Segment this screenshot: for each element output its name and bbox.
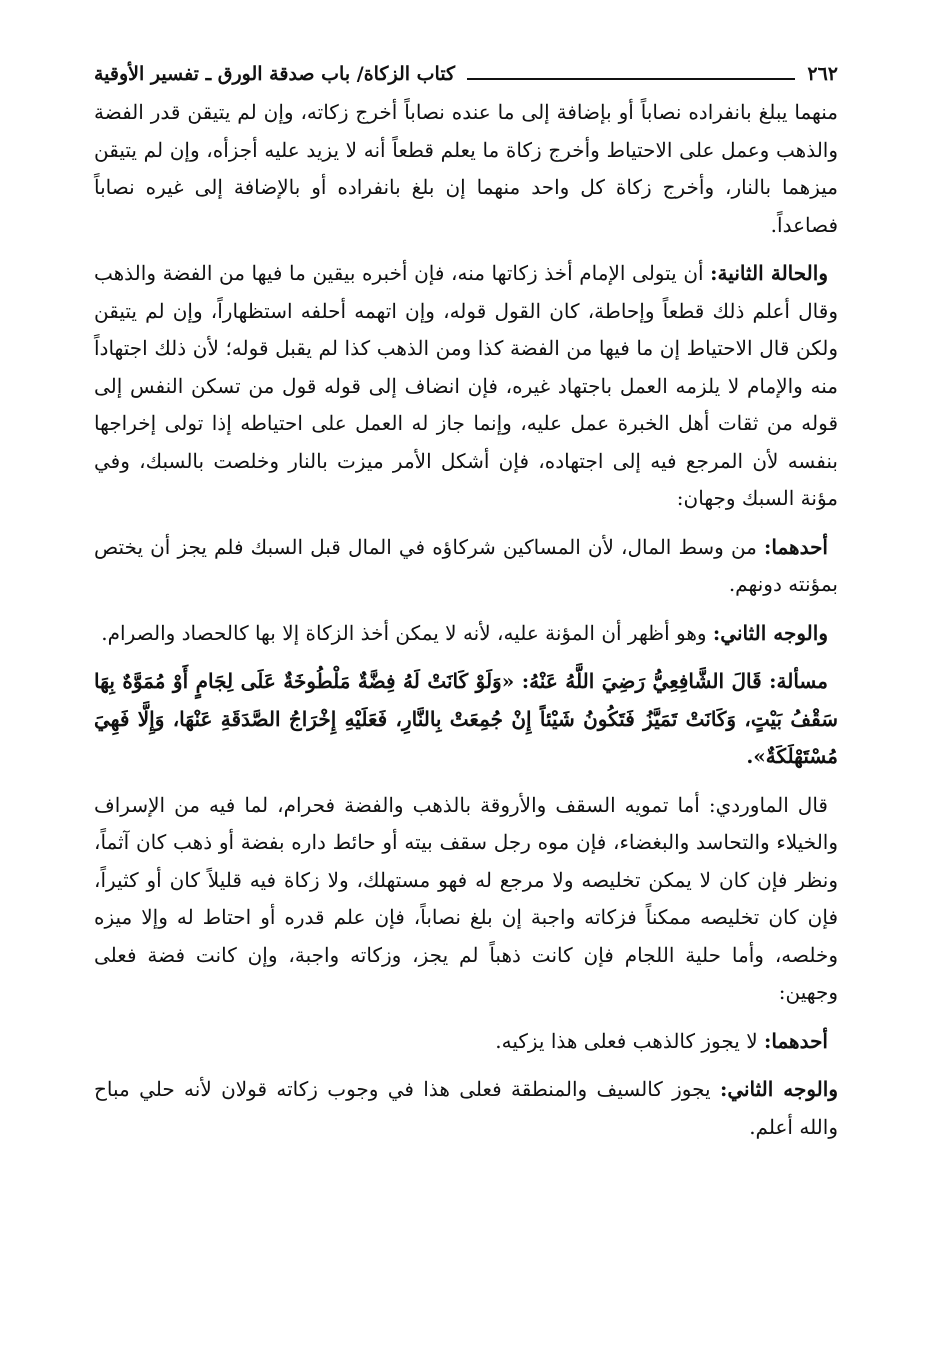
paragraph [94,615,838,653]
page-header [94,54,838,88]
paragraph [94,1071,838,1146]
paragraph-text: قال الماوردي: أما تمويه السقف والأروقة بالذهب والفضة فحرام، لما فيه من الإسراف والخيلاء والتحاسد والبغضاء، فإن موه رجل سقف بيته أو حائط داره بفضة أو ذهب كان آثماً، ونظر فإن كان لا يمكن تخليصه ولا مرجع له فهو مستهلك، ولا زكاة فيه قليلاً كان أو كثيراً، فإن كان تخليصه ممكناً فزكاته واجبة إن بلغ نصاباً، فإن علم قدره أو احتاط له وإلا ميزه وخلصه، وأما حلية اللجام فإن كانت ذهباً لم يجز، وزكاته واجبة، وإن كانت فضة فعلى وجهين: [94,792,838,1004]
paragraph-label: أحدهما: [763,1028,828,1053]
paragraph [94,255,838,518]
paragraph-label: أحدهما: [763,534,828,559]
paragraph [94,94,838,244]
paragraph [94,663,838,776]
paragraph-text: أن يتولى الإمام أخذ زكاتها منه، فإن أخبره بيقين ما فيها من الفضة والذهب وقال أعلم ذلك قطعاً وإحاطة، كان القول قوله، وإن اتهمه أحلفه استظهاراً، وإن لم يتيقن ولكن قال الاحتياط إن ما فيها من الفضة كذا ومن الذهب كذا لم يقبل قوله؛ لأن ذلك اجتهاداً منه والإمام لا يلزمه العمل باجتهاد غيره، فإن انضاف إلى قوله قول من تسكن النفس إلى قوله من ثقات أهل الخبرة عمل عليه، وإنما جاز له العمل على احتياطه إذا تولى إخراجها بنفسه لأن المرجع فيه إلى اجتهاده، فإن أشكل الأمر ميزت بالنار وخلصت بالسبك، وفي مؤنة السبك وجهان: [94,261,838,510]
paragraph [94,1023,838,1061]
quoted-text: رَضِيَ اللَّهُ عَنْهُ: «وَلَوْ كَانَتْ لَهُ فِضَّةٌ مَلْطُوخَةٌ عَلَى لِجَامٍ أَوْ مُمَوَّهٌ بِهَا سَقْفُ بَيْتٍ، وَكَانَتْ تَمَيَّزُ فَتَكُونُ شَيْئاً إِنْ جُمِعَتْ بِالنَّارِ، فَعَلَيْهِ إِخْرَاجُ الصَّدَقَةِ عَنْهَا، وَإِلَّا فَهِيَ مُسْتَهْلَكَةٌ». [94,669,838,768]
paragraph-label: والحالة الثانية: [710,261,828,285]
paragraph-text: منهما يبلغ بانفراده نصاباً أو بإضافة إلى ما عنده نصاباً أخرج زكاته، وإن لم يتيقن قدر الفضة والذهب وعمل على الاحتياط وأخرج زكاة ما يعلم قطعاً أنه لا يزيد عليه أجزأه، وإن لم يتيقن ميزهما بالنار، وأخرج زكاة كل واحد منهما إن بلغ بانفراده أو بالإضافة إلى غيره نصاباً فصاعداً. [94,100,838,237]
paragraph-text: من وسط المال، لأن المساكين شركاؤه في المال قبل السبك فلم يجز أن يختص بمؤنته دونهم. [94,534,838,596]
paragraph-text: وهو أظهر أن المؤنة عليه، لأنه لا يمكن أخذ الزكاة إلا بها كالحصاد والصرام. [101,620,713,645]
paragraph [94,787,838,1012]
paragraph-text: لا يجوز كالذهب فعلى هذا يزكيه. [495,1028,764,1053]
page-number: ٢٦٢ [807,63,838,85]
paragraph [94,529,838,604]
running-title: كتاب الزكاة/ باب صدقة الورق ـ تفسير الأوقية [94,63,456,85]
paragraph-label: والوجه الثاني: [712,620,828,645]
paragraph-text: يجوز كالسيف والمنطقة فعلى هذا في وجوب زكاته قولان لأنه حلي مباح والله أعلم. [94,1077,838,1139]
paragraph-label: والوجه الثاني: [719,1077,838,1101]
body-text [94,94,838,1146]
paragraph-label: مسألة: قَالَ الشَّافِعِيُّ [652,669,828,693]
header-rule [467,78,795,80]
